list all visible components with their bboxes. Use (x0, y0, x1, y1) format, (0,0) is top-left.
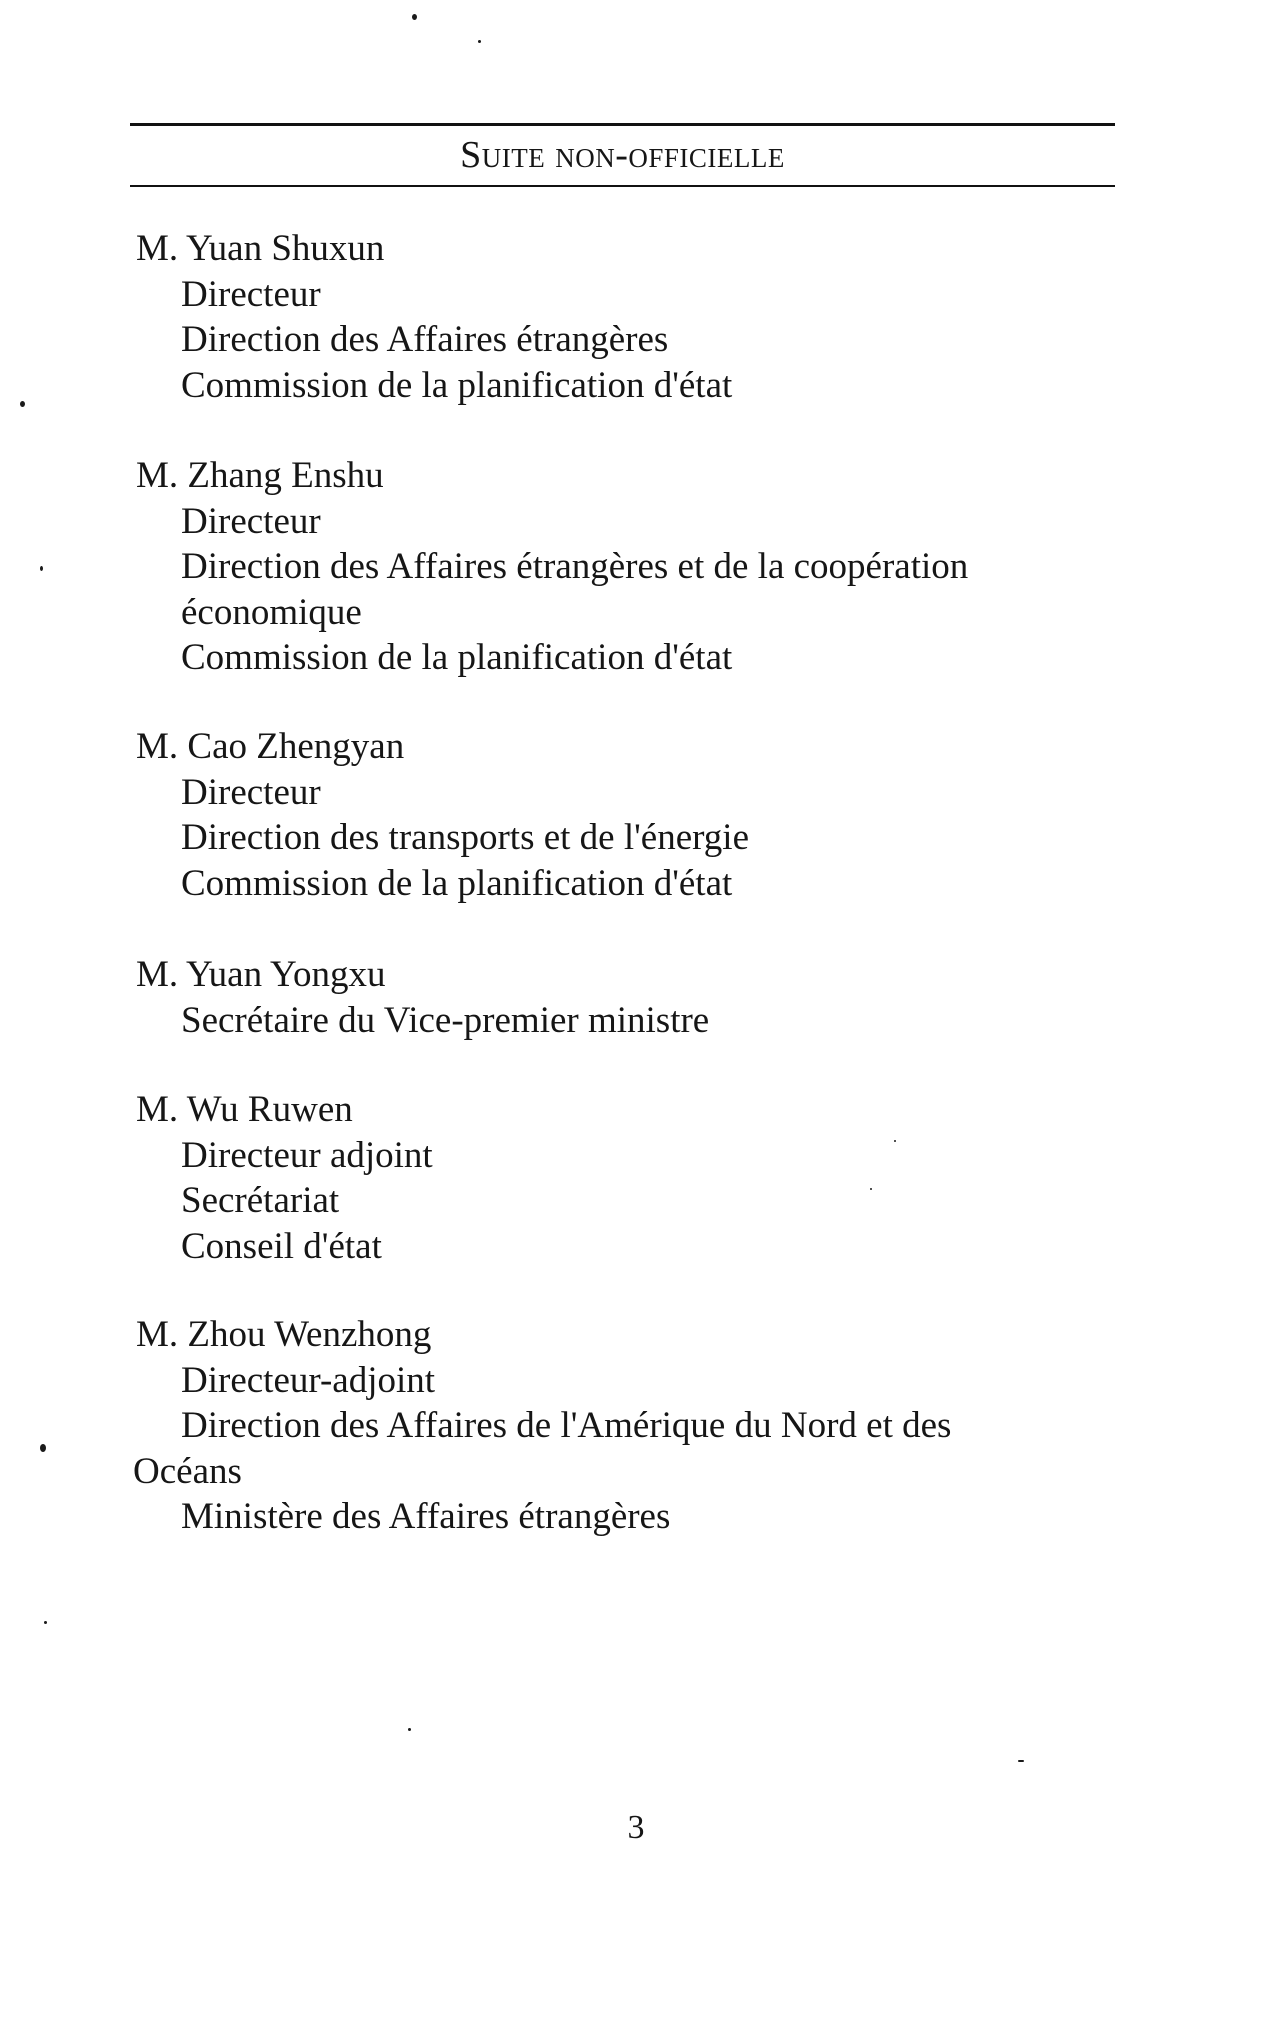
delegate-organization: Commission de la planification d'état (181, 862, 733, 904)
scan-speck (40, 1444, 46, 1452)
scan-speck (408, 1728, 411, 1731)
scan-speck (478, 40, 481, 43)
delegate-entry (133, 952, 1113, 1043)
delegate-department: Direction des transports et de l'énergie (181, 817, 749, 858)
delegate-department: Direction des Affaires étrangères (181, 319, 669, 360)
delegate-department-continued: Océans (133, 1450, 242, 1492)
delegate-title: Directeur-adjoint (181, 1359, 436, 1401)
delegate-title: Directeur (181, 273, 321, 315)
delegate-name: M. Cao Zhengyan (136, 726, 405, 767)
scan-speck (894, 1140, 896, 1142)
header-top-rule (130, 123, 1115, 126)
scan-speck (870, 1188, 872, 1190)
delegate-name: M. Yuan Yongxu (136, 954, 386, 995)
delegate-organization: Conseil d'état (181, 1225, 382, 1267)
scan-speck (412, 14, 417, 20)
delegate-entry (133, 1312, 1113, 1540)
scan-speck (40, 566, 43, 571)
delegate-department-continued: économique (181, 591, 362, 633)
delegate-organization: Commission de la planification d'état (181, 637, 733, 678)
scan-speck (1018, 1760, 1024, 1762)
page-number: 3 (627, 1809, 645, 1846)
delegate-title: Secrétaire du Vice-premier ministre (181, 999, 710, 1041)
delegate-name: M. Yuan Shuxun (136, 228, 385, 269)
delegate-department: Secrétariat (181, 1180, 340, 1221)
delegate-entry (133, 226, 1113, 408)
delegate-organization: Ministère des Affaires étrangères (181, 1496, 671, 1537)
delegate-department: Direction des Affaires de l'Amérique du Nord et des (181, 1405, 952, 1446)
delegate-department: Direction des Affaires étrangères et de la coopération (181, 546, 969, 587)
delegate-entry (133, 1087, 1113, 1269)
delegate-entry (133, 453, 1113, 681)
delegate-name: M. Zhou Wenzhong (136, 1314, 432, 1355)
delegate-name: M. Zhang Enshu (136, 455, 384, 496)
section-title: Suite non-officielle (460, 134, 785, 176)
delegate-title: Directeur (181, 500, 321, 542)
delegate-entry (133, 724, 1113, 906)
scan-speck (20, 401, 25, 407)
delegate-name: M. Wu Ruwen (136, 1089, 353, 1130)
header-bottom-rule (130, 185, 1115, 187)
delegate-title: Directeur (181, 771, 321, 813)
scan-speck (44, 1621, 47, 1624)
delegate-organization: Commission de la planification d'état (181, 364, 733, 406)
delegate-title: Directeur adjoint (181, 1134, 433, 1176)
